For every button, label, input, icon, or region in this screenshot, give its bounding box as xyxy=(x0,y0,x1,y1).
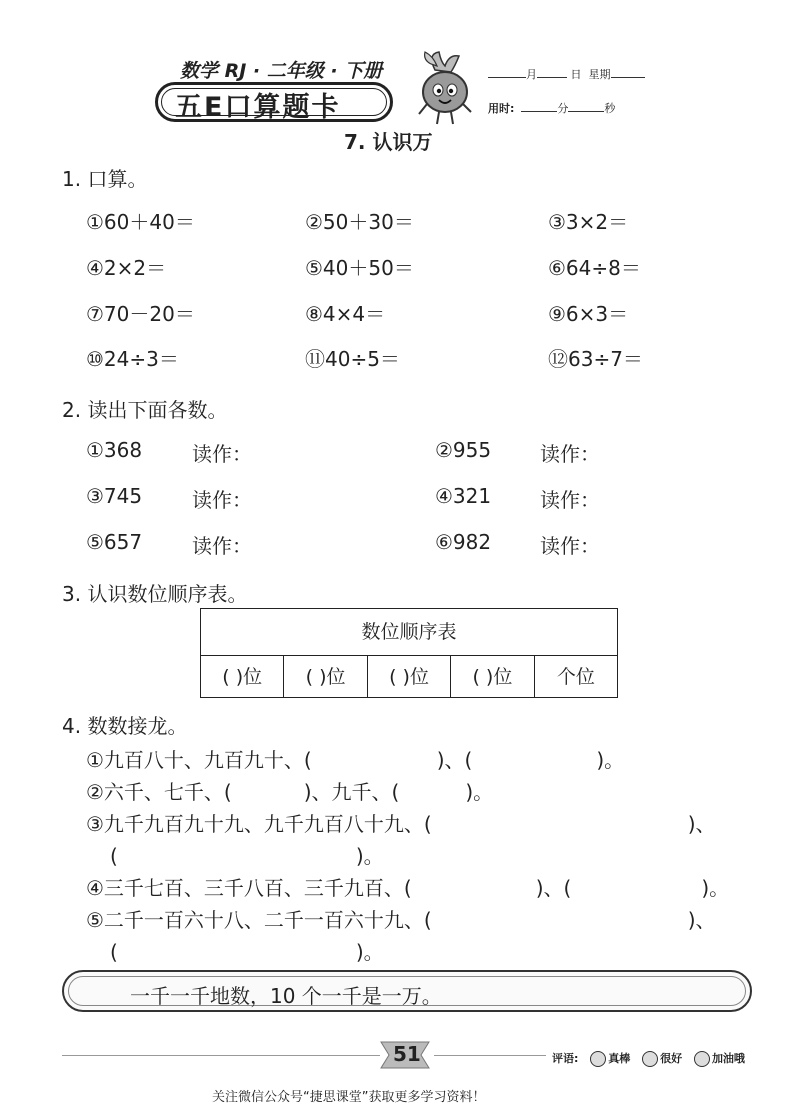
table-cell[interactable]: ( )位 xyxy=(284,656,367,698)
calc-item: ⑦70－20＝ xyxy=(86,302,195,326)
book-subtitle: 数学 RJ · 二年级 · 下册 xyxy=(180,60,383,82)
chain-line-5: ⑤二千一百六十八、二千一百六十九、( )、 xyxy=(86,908,716,932)
chain-line-3-cont: ( )。 xyxy=(110,844,384,868)
chain-line-1: ①九百八十、九百九十、( )、( )。 xyxy=(86,748,625,772)
table-title: 数位顺序表 xyxy=(201,609,617,656)
table-cell[interactable]: ( )位 xyxy=(451,656,534,698)
read-label: 读作： xyxy=(540,488,600,512)
calc-item: ①60＋40＝ xyxy=(86,210,195,234)
chain-line-2: ②六千、七千、( )、九千、( )。 xyxy=(86,780,494,804)
calc-item: ⑩24÷3＝ xyxy=(86,347,179,371)
calc-item: ④2×2＝ xyxy=(86,256,167,280)
tip-text: 一千一千地数，10 个一千是一万。 xyxy=(130,984,442,1008)
chain-line-3: ③九千九百九十九、九千九百八十九、( )、 xyxy=(86,812,716,836)
calc-item: ③3×2＝ xyxy=(548,210,629,234)
radish-mascot-icon xyxy=(405,48,485,128)
time-field: 用时: 分 秒 xyxy=(488,102,616,115)
footer-note: 关注微信公众号“捷思课堂”获取更多学习资料！ xyxy=(212,1090,486,1105)
calc-item: ⑨6×3＝ xyxy=(548,302,629,326)
section-2-heading: 2. 读出下面各数。 xyxy=(62,398,228,422)
calc-item: ⑧4×4＝ xyxy=(305,302,386,326)
happy-face-icon xyxy=(642,1051,658,1067)
calc-item: ⑤40＋50＝ xyxy=(305,256,414,280)
brand-title: 五E口算题卡 xyxy=(175,92,341,123)
place-value-table xyxy=(200,608,618,698)
page-number: 51 xyxy=(393,1042,421,1066)
number-item: ⑤657 xyxy=(86,530,143,554)
table-cell[interactable]: ( )位 xyxy=(201,656,284,698)
read-label: 读作： xyxy=(192,442,252,466)
date-field: 月 日 星期 xyxy=(488,66,645,82)
page-title: 7. 认识万 xyxy=(344,130,433,154)
number-item: ④321 xyxy=(435,484,492,508)
section-1-heading: 1. 口算。 xyxy=(62,167,148,191)
section-3-heading: 3. 认识数位顺序表。 xyxy=(62,582,248,606)
calc-item: ②50＋30＝ xyxy=(305,210,414,234)
number-item: ⑥982 xyxy=(435,530,492,554)
calc-item: ⑫63÷7＝ xyxy=(548,347,643,371)
cheer-face-icon xyxy=(694,1051,710,1067)
calc-item: ⑥64÷8＝ xyxy=(548,256,641,280)
calc-item: ⑪40÷5＝ xyxy=(305,347,400,371)
table-cell: 个位 xyxy=(556,666,595,688)
evaluation-row: 评语: 真棒 很好 加油哦 xyxy=(552,1052,745,1065)
read-label: 读作： xyxy=(192,488,252,512)
footer-divider xyxy=(434,1055,546,1056)
chain-line-5-cont: ( )。 xyxy=(110,940,384,964)
read-label: 读作： xyxy=(540,442,600,466)
table-row xyxy=(201,656,617,698)
section-4-heading: 4. 数数接龙。 xyxy=(62,714,188,738)
chain-line-4: ④三千七百、三千八百、三千九百、( )、( )。 xyxy=(86,876,730,900)
number-item: ③745 xyxy=(86,484,143,508)
read-label: 读作： xyxy=(192,534,252,558)
table-cell[interactable]: ( )位 xyxy=(368,656,451,698)
number-item: ①368 xyxy=(86,438,143,462)
read-label: 读作： xyxy=(540,534,600,558)
number-item: ②955 xyxy=(435,438,492,462)
smile-face-icon xyxy=(590,1051,606,1067)
footer-divider xyxy=(62,1055,380,1056)
